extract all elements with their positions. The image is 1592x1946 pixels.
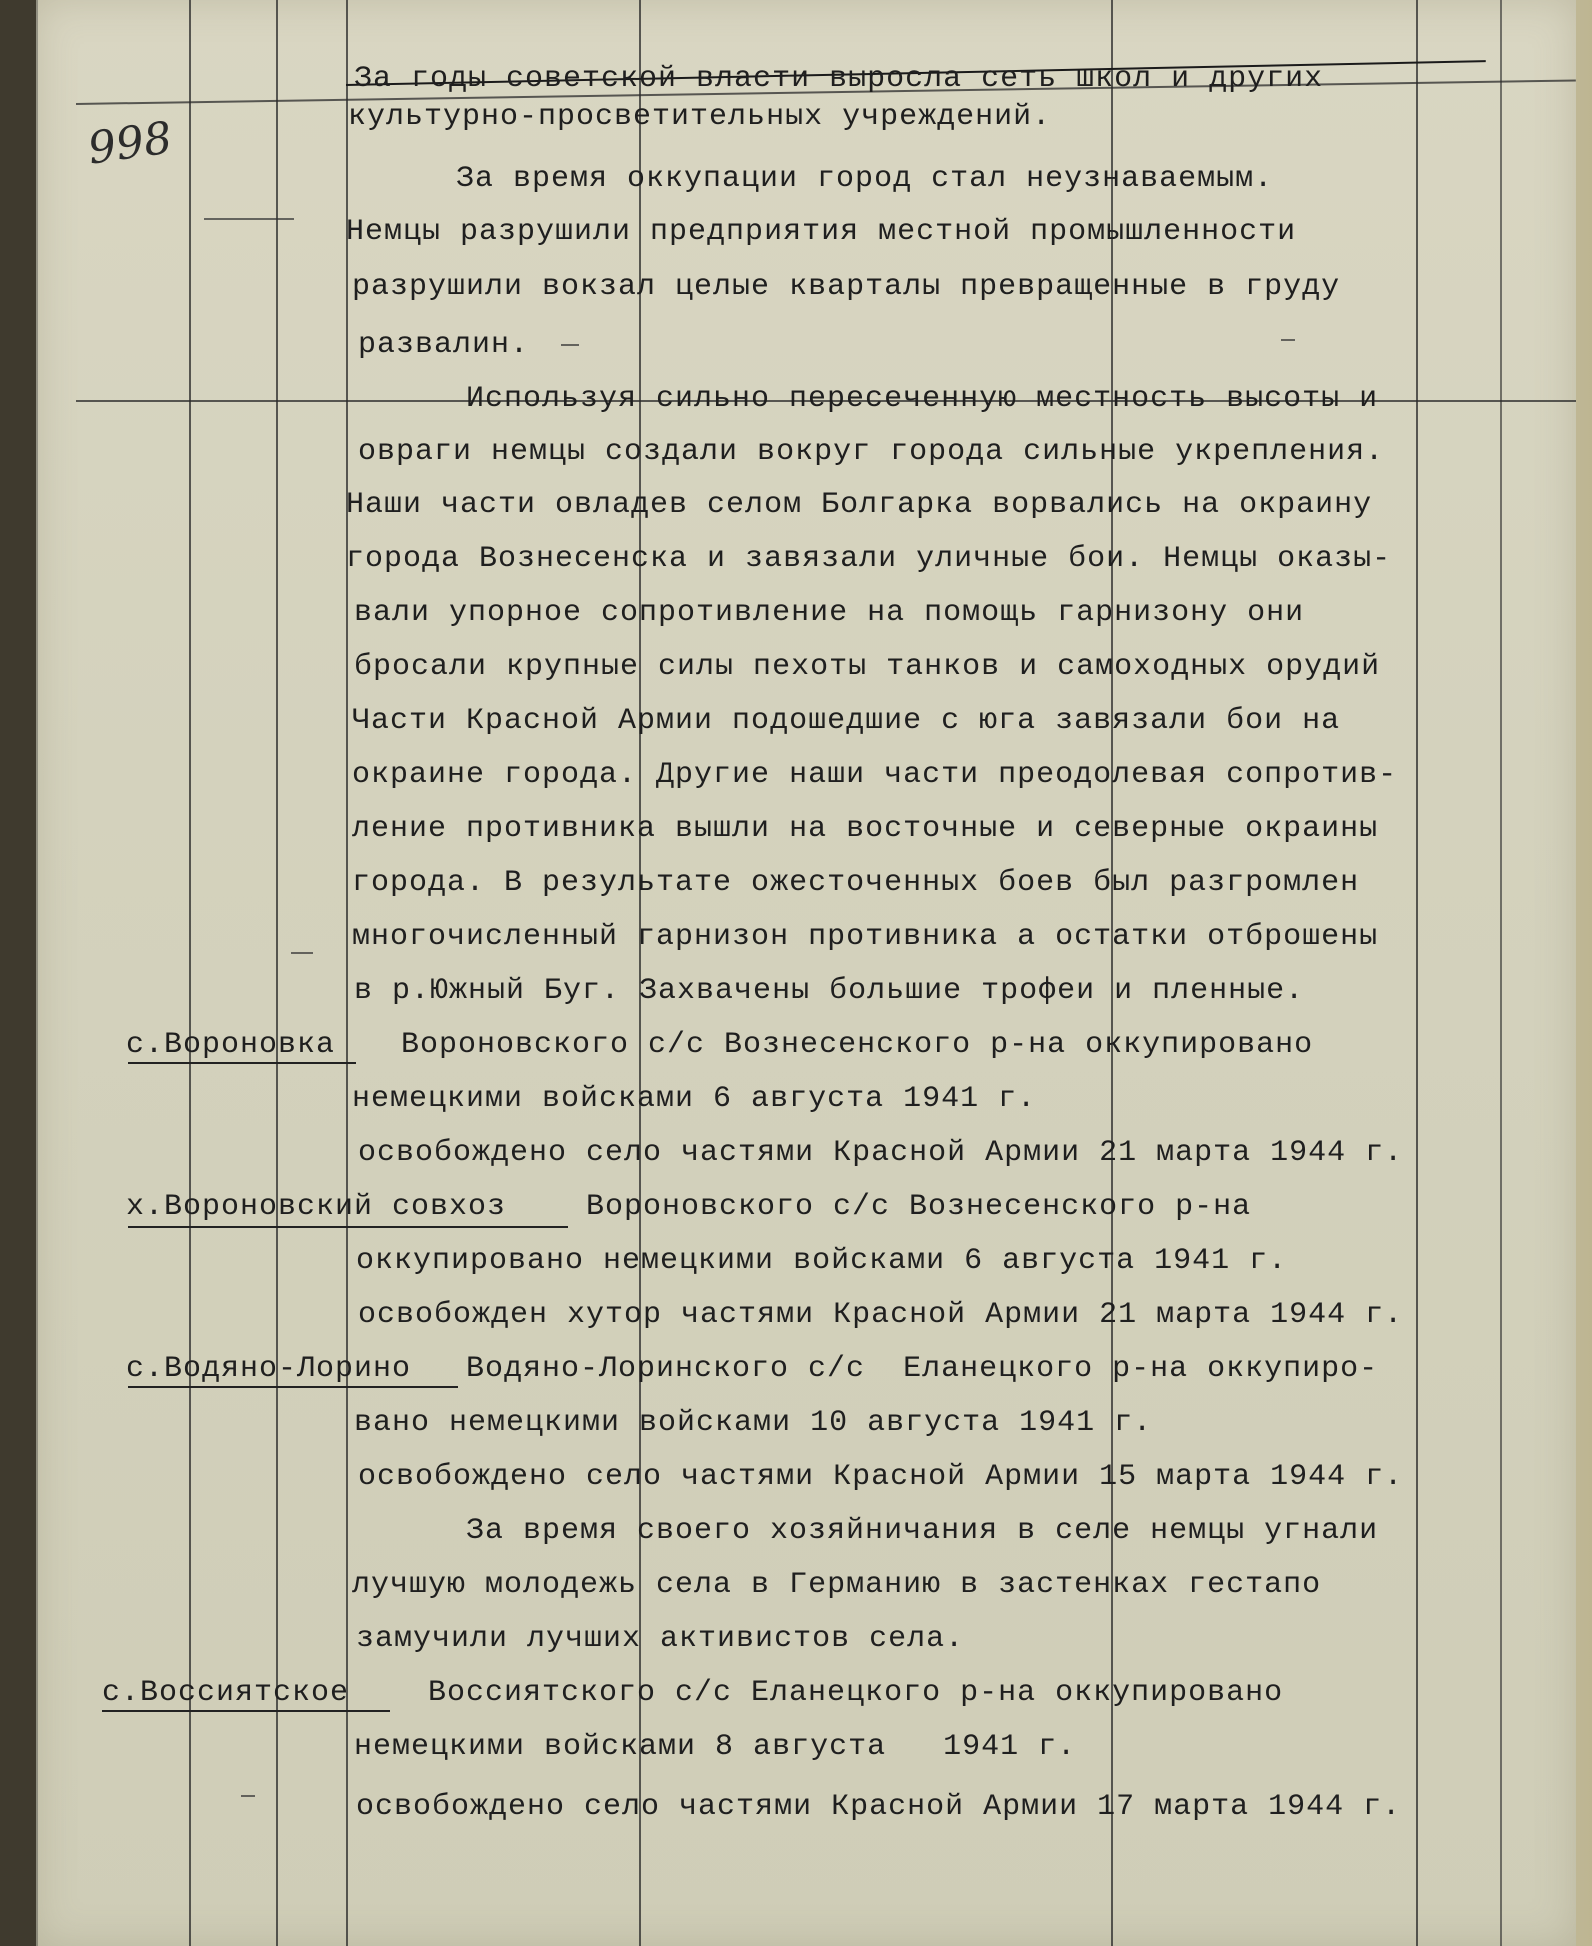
ruling-dash: [241, 1795, 255, 1797]
text-line: Вороновского с/с Вознесенского р-на оккупировано: [401, 1028, 1314, 1062]
text-line: За время своего хозяйничания в селе немцы угнали: [466, 1514, 1379, 1548]
ruling-line-vertical: [346, 0, 348, 1946]
ruling-line-vertical: [189, 0, 191, 1946]
ruling-dash: [204, 218, 294, 220]
text-line: освобожден хутор частями Красной Армии 21 марта 1944 г.: [358, 1298, 1404, 1332]
text-line: вано немецкими войсками 10 августа 1941 г.: [354, 1406, 1153, 1440]
place-underline: [102, 1710, 390, 1712]
ruling-line-vertical: [36, 0, 38, 1946]
text-line: Используя сильно пересеченную местность высоты и: [466, 382, 1379, 416]
text-line: оккупировано немецкими войсками 6 августа 1941 г.: [356, 1244, 1288, 1278]
text-line: освобождено село частями Красной Армии 17 марта 1944 г.: [356, 1790, 1402, 1824]
text-line: Наши части овладев селом Болгарка ворвались на окраину: [346, 488, 1373, 522]
text-line: немецкими войсками 6 августа 1941 г.: [352, 1082, 1037, 1116]
text-line: ление противника вышли на восточные и северные окраины: [352, 812, 1379, 846]
ruling-dash: [561, 344, 579, 346]
ruling-dash: [291, 952, 313, 954]
text-line: многочисленный гарнизон противника а остатки отброшены: [352, 920, 1379, 954]
text-line: освобождено село частями Красной Армии 15 марта 1944 г.: [358, 1460, 1404, 1494]
text-line: Вороновского с/с Вознесенского р-на: [586, 1190, 1252, 1224]
place-name: х.Вороновский совхоз: [126, 1190, 507, 1224]
text-line: Воссиятского с/с Еланецкого р-на оккупировано: [428, 1676, 1284, 1710]
document-page: [36, 0, 1576, 1946]
text-line: лучшую молодежь села в Германию в застенках гестапо: [352, 1568, 1322, 1602]
place-name: с.Вороновка: [126, 1028, 336, 1062]
ruling-line-vertical: [276, 0, 278, 1946]
text-line: Части Красной Армии подошедшие с юга завязали бои на: [352, 704, 1341, 738]
ruling-line-vertical: [1500, 0, 1502, 1946]
text-line: развалин.: [358, 328, 530, 362]
archive-page-number: 998: [84, 112, 176, 175]
place-name: с.Воссиятское: [102, 1676, 350, 1710]
text-line: вали упорное сопротивление на помощь гарнизону они: [354, 596, 1305, 630]
text-line: За время оккупации город стал неузнаваемым.: [456, 162, 1274, 196]
text-line: Немцы разрушили предприятия местной промышленности: [346, 215, 1297, 249]
ruling-line-vertical: [1416, 0, 1418, 1946]
text-line: разрушили вокзал целые кварталы превращенные в груду: [352, 270, 1341, 304]
place-underline: [128, 1386, 458, 1388]
text-line: немецкими войсками 8 августа 1941 г.: [354, 1730, 1077, 1764]
text-line: бросали крупные силы пехоты танков и самоходных орудий: [354, 650, 1381, 684]
text-line: За годы советской власти выросла сеть школ и других: [354, 62, 1324, 96]
place-underline: [128, 1062, 356, 1064]
text-line: города Вознесенска и завязали уличные бои. Немцы оказы-: [346, 542, 1392, 576]
text-line: культурно-просветительных учреждений.: [348, 100, 1052, 134]
text-line: овраги немцы создали вокруг города сильные укрепления.: [358, 435, 1385, 469]
text-line: замучили лучших активистов села.: [356, 1622, 965, 1656]
place-underline: [128, 1226, 568, 1228]
text-line: города. В результате ожесточенных боев был разгромлен: [352, 866, 1360, 900]
text-line: Водяно-Лоринского с/с Еланецкого р-на оккупиро-: [466, 1352, 1379, 1386]
ruling-dash: [1281, 339, 1295, 341]
text-line: окраине города. Другие наши части преодолевая сопротив-: [352, 758, 1398, 792]
place-name: с.Водяно-Лорино: [126, 1352, 412, 1386]
text-line: в р.Южный Буг. Захвачены большие трофеи и пленные.: [354, 974, 1305, 1008]
text-line: освобождено село частями Красной Армии 21 марта 1944 г.: [358, 1136, 1404, 1170]
